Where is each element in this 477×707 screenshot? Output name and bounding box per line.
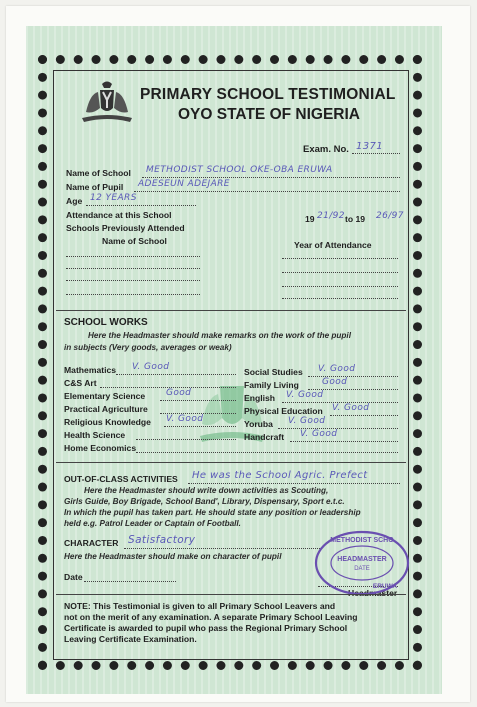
prev-school-line: [66, 280, 200, 281]
remark-line: [160, 400, 236, 401]
date-line: [84, 581, 176, 582]
subject-label: C&S Art: [64, 378, 97, 388]
activities-label: OUT-OF-CLASS ACTIVITIES: [64, 474, 178, 484]
prev-year-line: [282, 272, 398, 273]
prev-school-line: [66, 294, 200, 295]
school-works-instruction-2: in subjects (Very goods, averages or weak): [64, 343, 232, 352]
age-value: 12 YEARS: [90, 193, 137, 203]
pupil-label: Name of Pupil: [66, 182, 124, 192]
subject-label: Handcraft: [244, 432, 285, 442]
school-label: Name of School: [66, 168, 131, 178]
pupil-value: ADESEUN ADEJARE: [138, 179, 230, 189]
headmaster-label: Headmaster: [348, 588, 398, 598]
title-line-2: OYO STATE OF NIGERIA: [178, 106, 360, 123]
prev-school-line: [66, 268, 200, 269]
character-label: CHARACTER: [64, 538, 119, 548]
subject-label: Elementary Science: [64, 391, 146, 401]
subject-remark: V. Good: [286, 390, 324, 400]
school-works-instruction-1: Here the Headmaster should make remarks on the work of the pupil: [88, 331, 351, 340]
remark-line: [136, 452, 398, 453]
activities-instruction-2: Girls Guide, Boy Brigade, School Band', Library, Dispensary, Sport e.t.c.: [64, 497, 345, 506]
character-line: [124, 548, 320, 549]
remark-line: [136, 439, 236, 440]
title-line-1: PRIMARY SCHOOL TESTIMONIAL: [140, 86, 396, 103]
coat-of-arms-icon: [78, 78, 136, 126]
subject-label: Religious Knowledge: [64, 417, 151, 427]
school-value: METHODIST SCHOOL OKE-OBA ERUWA: [146, 165, 333, 175]
prev-year-line: [282, 258, 398, 259]
subject-remark: V. Good: [132, 362, 170, 372]
year-of-attendance-header: Year of Attendance: [294, 240, 372, 250]
name-of-school-header: Name of School: [102, 236, 167, 246]
stamp-text-center: HEADMASTER: [337, 556, 387, 563]
to-label: to 19: [345, 214, 366, 224]
from-year-value: 21/92: [317, 211, 345, 221]
subject-label: Physical Education: [244, 406, 323, 416]
exam-no-line: [352, 153, 400, 154]
subject-label: English: [244, 393, 276, 403]
subject-remark: Good: [322, 377, 348, 387]
stamp-text-bottom: ERUWA: [372, 583, 398, 590]
date-label: Date: [64, 572, 83, 582]
activities-line: [188, 483, 400, 484]
character-instruction: Here the Headmaster should make on character of pupil: [64, 552, 282, 561]
exam-no-label: Exam. No.: [303, 144, 349, 155]
subject-label: Practical Agriculture: [64, 404, 148, 414]
attendance-label: Attendance at this School: [66, 210, 172, 220]
subject-remark: V. Good: [300, 429, 338, 439]
stamp-text-top: METHODIST SCHO: [330, 537, 394, 544]
to-year-value: 26/97: [376, 211, 404, 221]
prev-year-line: [282, 298, 398, 299]
prev-schools-label: Schools Previously Attended: [66, 223, 185, 233]
section-divider: [56, 310, 406, 311]
remark-line: [330, 415, 398, 416]
activities-instruction-4: held e.g. Patrol Leader or Captain of Football.: [64, 519, 241, 528]
subject-label: Mathematics: [64, 365, 117, 375]
age-label: Age: [66, 196, 83, 206]
remark-line: [164, 426, 236, 427]
section-divider: [56, 594, 406, 595]
activities-instruction-1: Here the Headmaster should write down activities as Scouting,: [84, 486, 329, 495]
remark-line: [278, 428, 398, 429]
remark-line: [116, 374, 236, 375]
school-works-heading: SCHOOL WORKS: [64, 317, 148, 328]
subject-label: Health Science: [64, 430, 126, 440]
activities-value: He was the School Agric. Prefect: [192, 470, 368, 481]
subject-remark: V. Good: [318, 364, 356, 374]
subject-remark: V. Good: [166, 414, 204, 424]
subject-label: Yoruba: [244, 419, 273, 429]
prev-year-line: [282, 286, 398, 287]
prev-school-line: [66, 256, 200, 257]
note-line-4: Leaving Certificate Examination.: [64, 634, 197, 644]
subject-label: Family Living: [244, 380, 299, 390]
activities-instruction-3: In which the pupil has taken part. He should state any position or leadership: [64, 508, 361, 517]
school-line: [142, 177, 400, 178]
pupil-line: [134, 191, 400, 192]
note-line-2: not on the merit of any examination. A separate Primary School Leaving: [64, 612, 358, 622]
from-year-prefix: 19: [305, 214, 315, 224]
section-divider: [56, 462, 406, 463]
exam-no-value: 1371: [356, 141, 384, 152]
subject-label: Home Economics: [64, 443, 137, 453]
subject-remark: Good: [166, 388, 192, 398]
subject-remark: V. Good: [332, 403, 370, 413]
subject-remark: V. Good: [288, 416, 326, 426]
school-stamp-icon: [313, 528, 411, 598]
note-line-3: Certificate is awarded to pupil who pass the Regional Primary School: [64, 623, 348, 633]
subject-label: Social Studies: [244, 367, 303, 377]
age-line: [86, 205, 196, 206]
stamp-text-date: DATE: [354, 566, 370, 572]
character-value: Satisfactory: [128, 534, 196, 546]
note-line-1: NOTE: This Testimonial is given to all Primary School Leavers and: [64, 601, 336, 611]
remark-line: [290, 441, 398, 442]
